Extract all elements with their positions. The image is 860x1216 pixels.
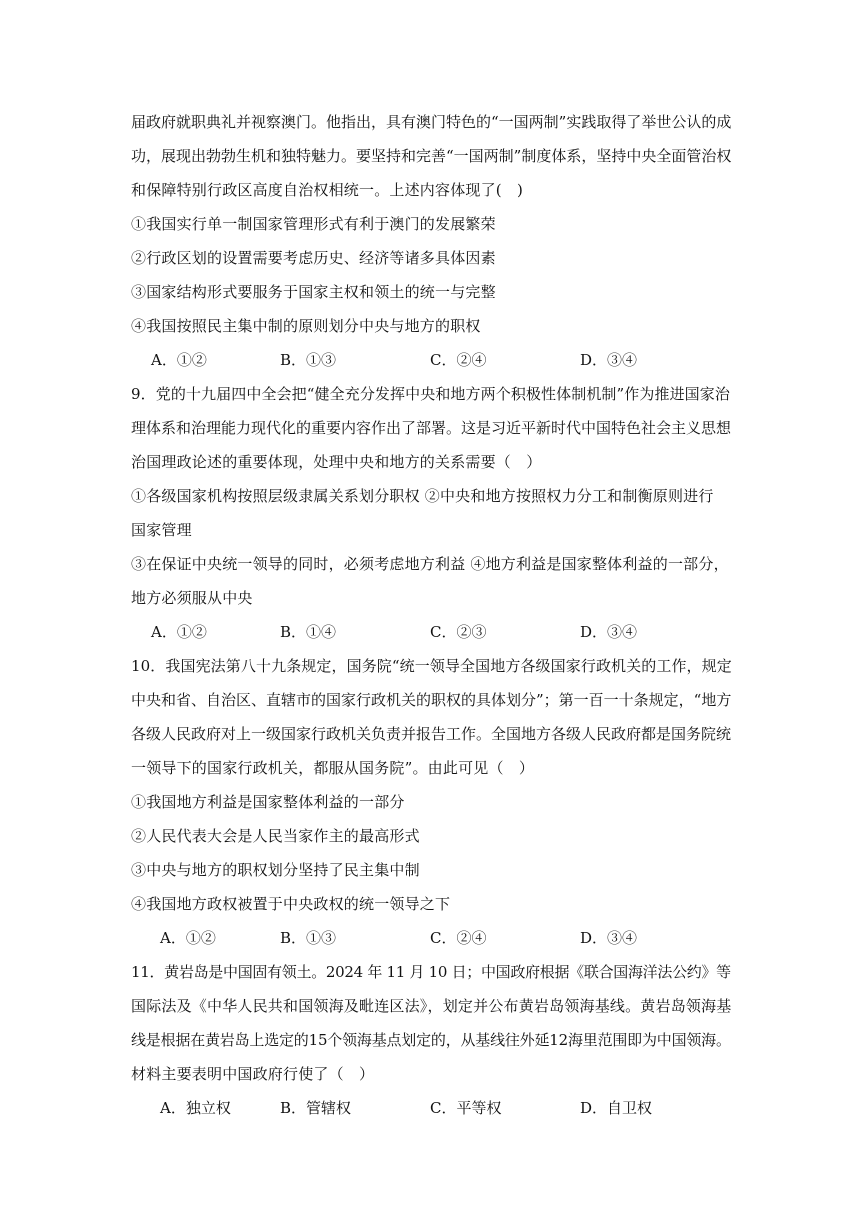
q11-option-d: D．自卫权 xyxy=(580,1099,653,1117)
q10-statement: ①我国地方利益是国家整体利益的一部分 xyxy=(131,793,405,811)
q8-stem-line: 届政府就职典礼并视察澳门。他指出，具有澳门特色的“一国两制”实践取得了举世公认的成 xyxy=(131,113,732,131)
q11-option-c: C．平等权 xyxy=(430,1099,502,1117)
q10-stem-line: 一领导下的国家行政机关，都服从国务院”。由此可见（ ） xyxy=(131,759,535,777)
q8-statement: ④我国按照民主集中制的原则划分中央与地方的职权 xyxy=(131,317,481,335)
q10-option-a: A．①② xyxy=(160,929,216,947)
q8-option-b: B．①③ xyxy=(280,351,337,369)
q9-stem-line: 9．党的十九届四中全会把“健全充分发挥中央和地方两个积极性体制机制”作为推进国家治 xyxy=(131,385,730,403)
q9-statement: ①各级国家机构按照层级隶属关系划分职权 ②中央和地方按照权力分工和制衡原则进行 xyxy=(131,487,714,505)
q8-statement: ③国家结构形式要服务于国家主权和领土的统一与完整 xyxy=(131,283,496,301)
q10-statement: ③中央与地方的职权划分坚持了民主集中制 xyxy=(131,861,420,879)
q9-option-a: A．①② xyxy=(151,623,207,641)
q9-statement: ③在保证中央统一领导的同时，必须考虑地方利益 ④地方利益是国家整体利益的一部分， xyxy=(131,555,729,573)
q9-stem-line: 理体系和治理能力现代化的重要内容作出了部署。这是习近平新时代中国特色社会主义思想 xyxy=(131,419,732,437)
q8-statement: ②行政区划的设置需要考虑历史、经济等诸多具体因素 xyxy=(131,249,496,267)
q10-statement: ④我国地方政权被置于中央政权的统一领导之下 xyxy=(131,895,451,913)
q11-option-b: B．管辖权 xyxy=(280,1099,352,1117)
q8-statement: ①我国实行单一制国家管理形式有利于澳门的发展繁荣 xyxy=(131,215,496,233)
q11-stem-line: 国际法及《中华人民共和国领海及毗连区法》，划定并公布黄岩岛领海基线。黄岩岛领海基 xyxy=(131,997,732,1015)
q10-option-c: C．②④ xyxy=(430,929,487,947)
q11-stem-line: 材料主要表明中国政府行使了（ ） xyxy=(131,1065,375,1083)
q8-option-a: A．①② xyxy=(151,351,207,369)
q8-option-d: D．③④ xyxy=(580,351,638,369)
q9-option-b: B．①④ xyxy=(280,623,337,641)
q8-stem-line: 和保障特别行政区高度自治权相统一。上述内容体现了( ) xyxy=(131,181,524,199)
q9-statement: 地方必须服从中央 xyxy=(131,589,253,607)
q9-stem-line: 治国理政论述的重要体现，处理中央和地方的关系需要（ ） xyxy=(131,453,542,471)
q8-option-c: C．②④ xyxy=(430,351,487,369)
q10-option-b: B．①③ xyxy=(280,929,337,947)
q9-statement: 国家管理 xyxy=(131,521,192,539)
q9-option-c: C．②③ xyxy=(430,623,487,641)
q11-stem-line: 11．黄岩岛是中国固有领土。2024 年 11 月 10 日；中国政府根据《联合国海洋法公约》等 xyxy=(131,963,731,981)
q11-stem-line: 线是根据在黄岩岛上选定的15个领海基点划定的，从基线往外延12海里范围即为中国领海。 xyxy=(131,1031,731,1049)
q8-stem-line: 功，展现出勃勃生机和独特魅力。要坚持和完善“一国两制”制度体系，坚持中央全面管治权 xyxy=(131,147,732,165)
q11-option-a: A．独立权 xyxy=(160,1099,231,1117)
q10-stem-line: 10．我国宪法第八十九条规定，国务院“统一领导全国地方各级国家行政机关的工作，规定 xyxy=(131,657,732,675)
q10-option-d: D．③④ xyxy=(580,929,638,947)
q10-statement: ②人民代表大会是人民当家作主的最高形式 xyxy=(131,827,420,845)
q10-stem-line: 中央和省、自治区、直辖市的国家行政机关的职权的具体划分”；第一百一十条规定，“地方 xyxy=(131,691,732,709)
q10-stem-line: 各级人民政府对上一级国家行政机关负责并报告工作。全国地方各级人民政府都是国务院统 xyxy=(131,725,732,743)
q9-option-d: D．③④ xyxy=(580,623,638,641)
